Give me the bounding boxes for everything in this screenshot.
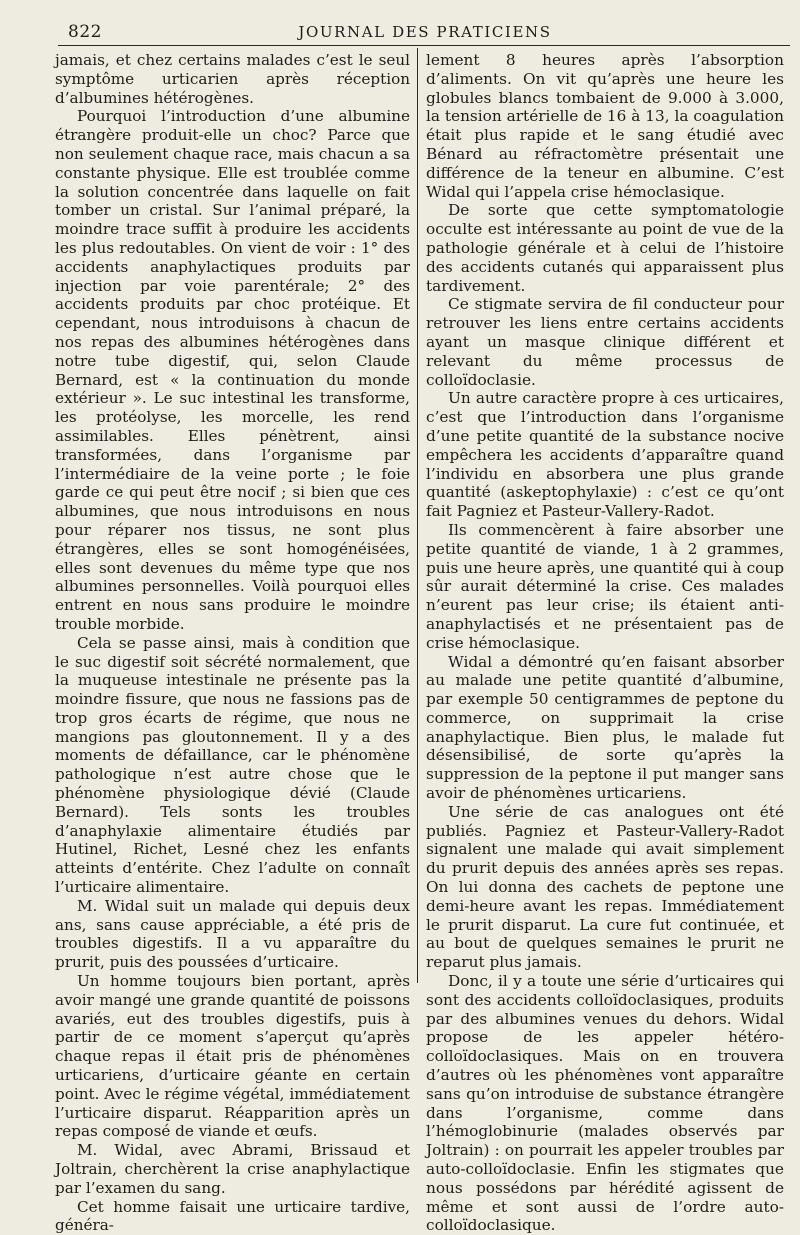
paragraph: lement 8 heures après l’absorption d’aliments. On vit qu’après une heure les globules blancs tombaient de 9.000 à 3.000, la tension artérielle de 16 à 13, la coagulation était plus rapide et le sang étudié avec Bénard au réfractomètre présentait une différence de la teneur en albumine. C’est Widal qui l’appela crise hémoclasique. [426, 51, 784, 201]
page-number: 822 [68, 22, 102, 42]
journal-title: JOURNAL DES PRATICIENS [298, 23, 552, 41]
right-column [426, 51, 784, 1235]
column-divider [417, 48, 418, 983]
paragraph: Cela se passe ainsi, mais à condition que le suc digestif soit sécrété normalement, que la muqueuse intestinale ne présente pas la moindre fissure, que nous ne fassions pas de trop gros écarts de régime, que nous ne mangions pas gloutonnement. Il y a des moments de défaillance, car le phénomène pathologique n’est autre chose que le phénomène physiologique dévié (Claude Bernard). Tels sonts les troubles d’anaphylaxie alimentaire étudiés par Hutinel, Richet, Lesné chez les enfants atteints d’entérite. Chez l’adulte on connaît l’urticaire alimentaire. [55, 633, 410, 897]
paragraph: Ce stigmate servira de fil conducteur pour retrouver les liens entre certains accidents ayant un masque clinique différent et relevant du même processus de colloïdoclasie. [426, 295, 784, 389]
paragraph: M. Widal, avec Abrami, Brissaud et Joltrain, cherchèrent la crise anaphylactique par l’examen du sang. [55, 1141, 410, 1197]
header-rule [58, 45, 790, 46]
paragraph: De sorte que cette symptomatologie occulte est intéressante au point de vue de la pathologie générale et à celui de l’histoire des accidents cutanés qui apparaissent plus tardivement. [426, 201, 784, 295]
paragraph: M. Widal suit un malade qui depuis deux ans, sans cause appréciable, a été pris de troubles digestifs. Il a vu apparaître du prurit, puis des poussées d’urticaire. [55, 896, 410, 972]
paragraph: jamais, et chez certains malades c’est le seul symptôme urticarien après réception d’albumines hétérogènes. [55, 51, 410, 107]
paragraph: Pourquoi l’introduction d’une albumine étrangère produit-elle un choc? Parce que non seulement chaque race, mais chacun a sa constante physique. Elle est troublée comme la solution concentrée dans laquelle on fait tomber un cristal. Sur l’animal préparé, la moindre trace suffit à produire les accidents les plus redoutables. On vient de voir : 1° des accidents anaphylactiques produits par injection par voie parentérale; 2° des accidents produits par choc protéique. Et cependant, nous introduisons à chacun de nos repas des albumines hétérogènes dans notre tube digestif, qui, selon Claude Bernard, est « la continuation du monde extérieur ». Le suc intestinal les transforme, les protéolyse, les morcelle, les rend assimilables. Elles pénètrent, ainsi transformées, dans l’organisme par l’intermédiaire de la veine porte ; le foie garde ce qui peut être nocif ; si bien que ces albumines, que nous introduisons en nous pour réparer nos tissus, ne sont plus étrangères, elles se sont homogénéisées, elles sont devenues du même type que nos albumines personnelles. Voilà pourquoi elles entrent en nous sans produire le moindre trouble morbide. [55, 107, 410, 633]
paragraph: Cet homme faisait une urticaire tardive, généra- [55, 1197, 410, 1235]
left-column [55, 51, 410, 1235]
paragraph: Donc, il y a toute une série d’urticaires qui sont des accidents colloïdoclasiques, produits par des albumines venues du dehors. Widal propose de les appeler hétéro-colloïdoclasiques. Mais on en trouvera d’autres où les phénomènes vont apparaître sans qu’on introduise de substance étrangère dans l’organisme, comme dans l’hémoglobinurie (malades observés par Joltrain) : on pourrait les appeler troubles par auto-colloïdoclasie. Enfin les stigmates que nous possédons par hérédité agissent de même et sont aussi de l’ordre auto-colloïdoclasique. [426, 972, 784, 1235]
paragraph: Un homme toujours bien portant, après avoir mangé une grande quantité de poissons avariés, eut des troubles digestifs, puis à partir de ce moment s’aperçut qu’après chaque repas il était pris de phénomènes urticariens, d’urticaire géante en certain point. Avec le régime végétal, immédiatement l’urticaire disparut. Réapparition après un repas composé de viande et œufs. [55, 972, 410, 1141]
paragraph: Ils commencèrent à faire absorber une petite quantité de viande, 1 à 2 grammes, puis une heure après, une quantité qui à coup sûr aurait déterminé la crise. Ces malades n’eurent pas leur crise; ils étaient anti-anaphylactisés et ne présentaient pas de crise hémoclasique. [426, 520, 784, 652]
paragraph: Une série de cas analogues ont été publiés. Pagniez et Pasteur-Vallery-Radot signalent une malade qui avait simplement du prurit depuis des années après ses repas. On lui donna des cachets de peptone une demi-heure avant les repas. Immédiatement le prurit disparut. La cure fut continuée, et au bout de quelques semaines le prurit ne reparut plus jamais. [426, 802, 784, 972]
paragraph: Un autre caractère propre à ces urticaires, c’est que l’introduction dans l’organisme d’une petite quantité de la substance nocive empêchera les accidents d’apparaître quand l’individu en absorbera une plus grande quantité (askeptophylaxie) : c’est ce qu’ont fait Pagniez et Pasteur-Vallery-Radot. [426, 389, 784, 521]
paragraph: Widal a démontré qu’en faisant absorber au malade une petite quantité d’albumine, par exemple 50 centigrammes de peptone du commerce, on supprimait la crise anaphylactique. Bien plus, le malade fut désensibilisé, de sorte qu’après la suppression de la peptone il put manger sans avoir de phénomènes urticariens. [426, 652, 784, 803]
running-header [60, 18, 790, 48]
